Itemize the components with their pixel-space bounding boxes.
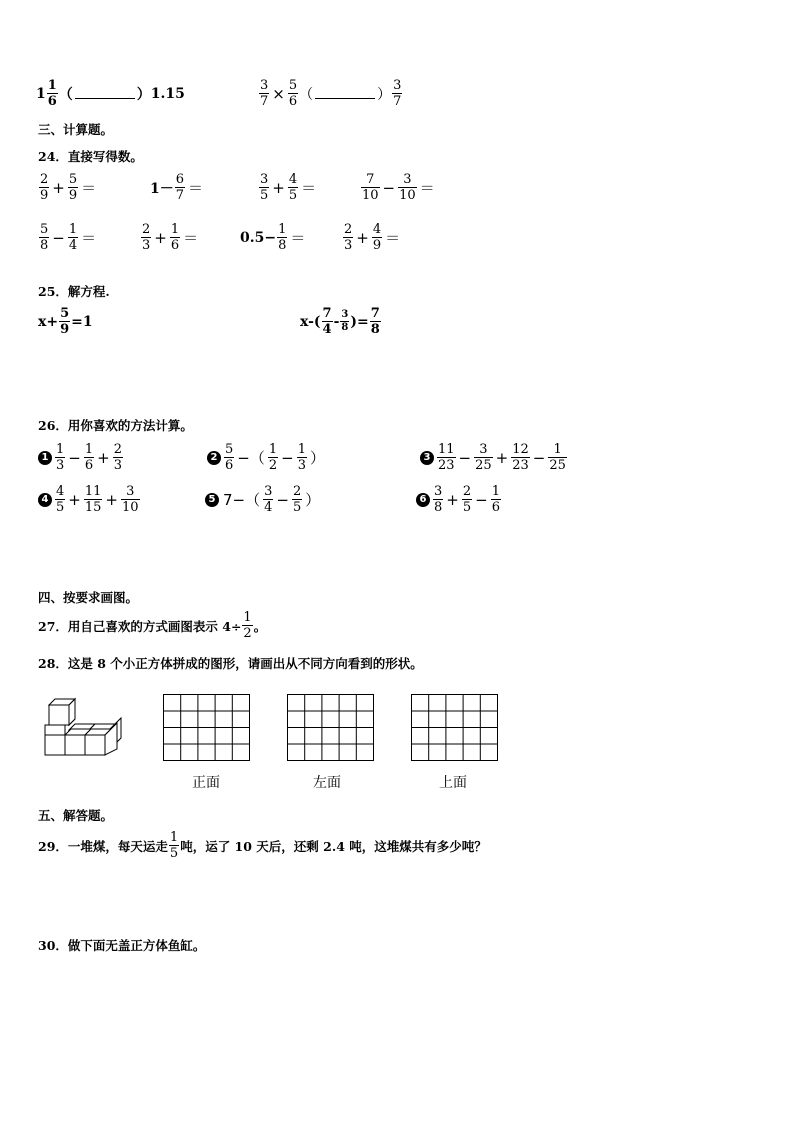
compare-item-1: 1 $\frac{1}{6}$ （ ） 1.15 [36,78,185,109]
q26-problem-6: 6 $\frac{3}{8}$ + $\frac{2}{5}$ − $\frac{1}{6}$ [416,484,502,515]
q24-r2-item: $\frac{5}{8}$ − $\frac{1}{4}$ ＝ [40,222,97,253]
answer-blank[interactable] [315,88,375,99]
q26-title: 26．用你喜欢的方法计算。 [38,418,193,433]
section-3-title: 三、计算题。 [38,122,114,137]
q28-title: 28．这是 8 个小正方体拼成的图形，请画出从不同方向看到的形状。 [38,656,423,671]
circled-number: 4 [38,493,52,507]
fraction: $\frac{1}{6}$ [47,78,57,109]
left-view-grid[interactable] [287,694,375,762]
q26-problem-5: 5 7−（ $\frac{3}{4}$ − $\frac{2}{5}$ ） [205,484,322,515]
circled-number: 1 [38,451,52,465]
q24-r1-item: $\frac{7}{10}$ − $\frac{3}{10}$ ＝ [362,172,435,203]
circled-number: 2 [207,451,221,465]
q24-r2-item: $\frac{2}{3}$ + $\frac{4}{9}$ ＝ [344,222,401,253]
circled-number: 6 [416,493,430,507]
circled-number: 3 [420,451,434,465]
left-view-label: 左面 [313,775,341,791]
q30-title: 30．做下面无盖正方体鱼缸。 [38,938,206,953]
top-view-grid[interactable] [411,694,499,762]
cube-figure [40,696,130,760]
q24-r1-item: 1－ $\frac{6}{7}$ ＝ [150,172,204,203]
q24-r2-item: 0.5− $\frac{1}{8}$ ＝ [240,222,306,253]
q24-title: 24．直接写得数。 [38,149,143,164]
q24-r2-item: $\frac{2}{3}$ + $\frac{1}{6}$ ＝ [142,222,199,253]
whole-number: 1 [36,85,46,102]
circled-number: 5 [205,493,219,507]
q25-title: 25．解方程. [38,284,110,299]
section-5-title: 五、解答题。 [38,808,114,823]
q26-problem-4: 4 $\frac{4}{5}$ + $\frac{11}{15}$ + $\frac{3}{10}$ [38,484,141,515]
top-view-label: 上面 [439,775,467,791]
q29: 29．一堆煤，每天运走 $\frac{1}{5}$ 吨，运了 10 天后，还剩 2.4 吨，这堆煤共有多少吨？ [38,830,487,861]
front-view-label: 正面 [192,775,220,791]
q26-problem-2: 2 $\frac{5}{6}$ −（ $\frac{1}{2}$ − $\frac{1}{3}$ ） [207,442,327,473]
answer-blank[interactable] [75,88,135,99]
equation-1: x+ $\frac{5}{9}$ =1 [38,306,93,337]
equation-2: x-( $\frac{7}{4}$ - $\frac{3}{8}$ )= $\frac{7}{8}$ [300,306,380,337]
q26-problem-3: 3 $\frac{11}{23}$ − $\frac{3}{25}$ + $\frac{12}{23}$ − $\frac{1}{25}$ [420,442,568,473]
compare-item-2: $\frac{3}{7}$ × $\frac{5}{6}$ （ ） $\frac{3}{7}$ [260,78,402,109]
q24-r1-item: $\frac{3}{5}$ + $\frac{4}{5}$ ＝ [260,172,317,203]
q27: 27．用自己喜欢的方式画图表示 4÷ $\frac{1}{2}$ 。 [38,610,267,641]
q26-problem-1: 1 $\frac{1}{3}$ − $\frac{1}{6}$ + $\frac{2}{3}$ [38,442,124,473]
section-4-title: 四、按要求画图。 [38,590,139,605]
front-view-grid[interactable] [163,694,251,762]
q24-r1-item: $\frac{2}{9}$ + $\frac{5}{9}$ ＝ [40,172,97,203]
